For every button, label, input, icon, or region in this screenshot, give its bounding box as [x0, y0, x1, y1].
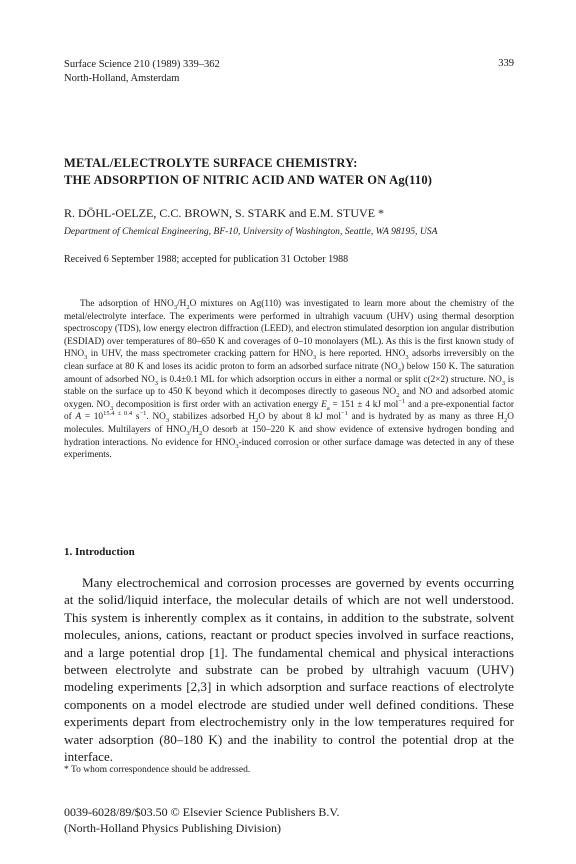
page-number: 339 — [498, 58, 514, 69]
copyright-notice — [64, 804, 484, 836]
copyright-line-2: (North-Holland Physics Publishing Division) — [64, 821, 282, 835]
copyright-line-1: 0039-6028/89/$03.50 © Elsevier Science Publishers B.V. — [64, 805, 340, 819]
footnote: * To whom correspondence should be addressed. — [64, 765, 251, 775]
introduction-paragraph: Many electrochemical and corrosion processes are governed by events occurring at the solid/liquid interface, the molecular details of which are not well understood. This system is inherently complex as it contains, in addition to the substrate, solvent molecules, anions, cations, reactant or product species involved in surface reactions, and a large potential drop [1]. The fundamental chemical and physical interactions between electrolyte and substrate can be probed by ultrahigh vacuum (UHV) modeling experiments [2,3] in which adsorption and surface reactions of electrolyte components on a model electrode are studied under well defined conditions. These experiments depart from electrochemistry only in the low temperatures required for water adsorption (80–180 K) and the inability to control the potential drop at the interface. — [64, 575, 514, 765]
journal-header — [64, 58, 364, 86]
article-title — [64, 155, 524, 189]
affiliation: Department of Chemical Engineering, BF-10, University of Washington, Seattle, WA 98195, USA — [64, 226, 438, 237]
publisher-line: North-Holland, Amsterdam — [64, 73, 180, 84]
journal-citation: Surface Science 210 (1989) 339–362 — [64, 59, 220, 70]
abstract: The adsorption of $HNO_3/H_2O$ mixtures on Ag(110) was investigated to learn more about the chemistry of the metal/electrolyte interface. The experiments were performed in ultrahigh vacuum (UHV) using thermal desorption spectroscopy (TDS), low energy electron diffraction (LEED), and electron stimulated desorption ion angular distribution (ESDIAD) over temperatures of 80–650 K and coverages of 0–10 monolayers (ML). As this is the first known study of $HNO_3$ in UHV, the mass spectrometer cracking pattern for $HNO_3$ is here reported. $HNO_3$ adsorbs irreversibly on the clean surface at 80 K and loses its acidic proton to form an adsorbed surface nitrate $(NO_3)$ below 150 K. The saturation amount of adsorbed $NO_3$ is 0.4±0.1 ML for which adsorption occurs in either a normal or split c(2×2) structure. $NO_3$ is stable on the surface up to 450 K beyond which it decomposes directly to gaseous $NO_2$ and NO and adsorbed atomic oxygen. $NO_3$ decomposition is first order with an activation energy $E_a = 151 \pm 4$ kJ mol$^{-1}$ and a pre-exponential factor of $A = 10^{15.4 \pm 0.4}$ $s^{-1}$. $NO_3$ stabilizes adsorbed $H_2O$ by about 8 kJ mol$^{-1}$ and is hydrated by as many as three $H_2O$ molecules. Multilayers of $HNO_3/H_2O$ desorb at 150–220 K and show evidence of extensive hydrogen bonding and hydration interactions. No evidence for $HNO_3$-induced corrosion or other surface damage was detected in any of these experiments. — [64, 299, 515, 461]
title-line-2: THE ADSORPTION OF NITRIC ACID AND WATER ON Ag(110) — [64, 173, 433, 187]
section-heading: 1. Introduction — [64, 546, 135, 558]
author-list: R. DÖHL-OELZE, C.C. BROWN, S. STARK and E.M. STUVE * — [64, 206, 385, 220]
received-dates: Received 6 September 1988; accepted for publication 31 October 1988 — [64, 254, 349, 265]
title-line-1: METAL/ELECTROLYTE SURFACE CHEMISTRY: — [64, 156, 358, 170]
